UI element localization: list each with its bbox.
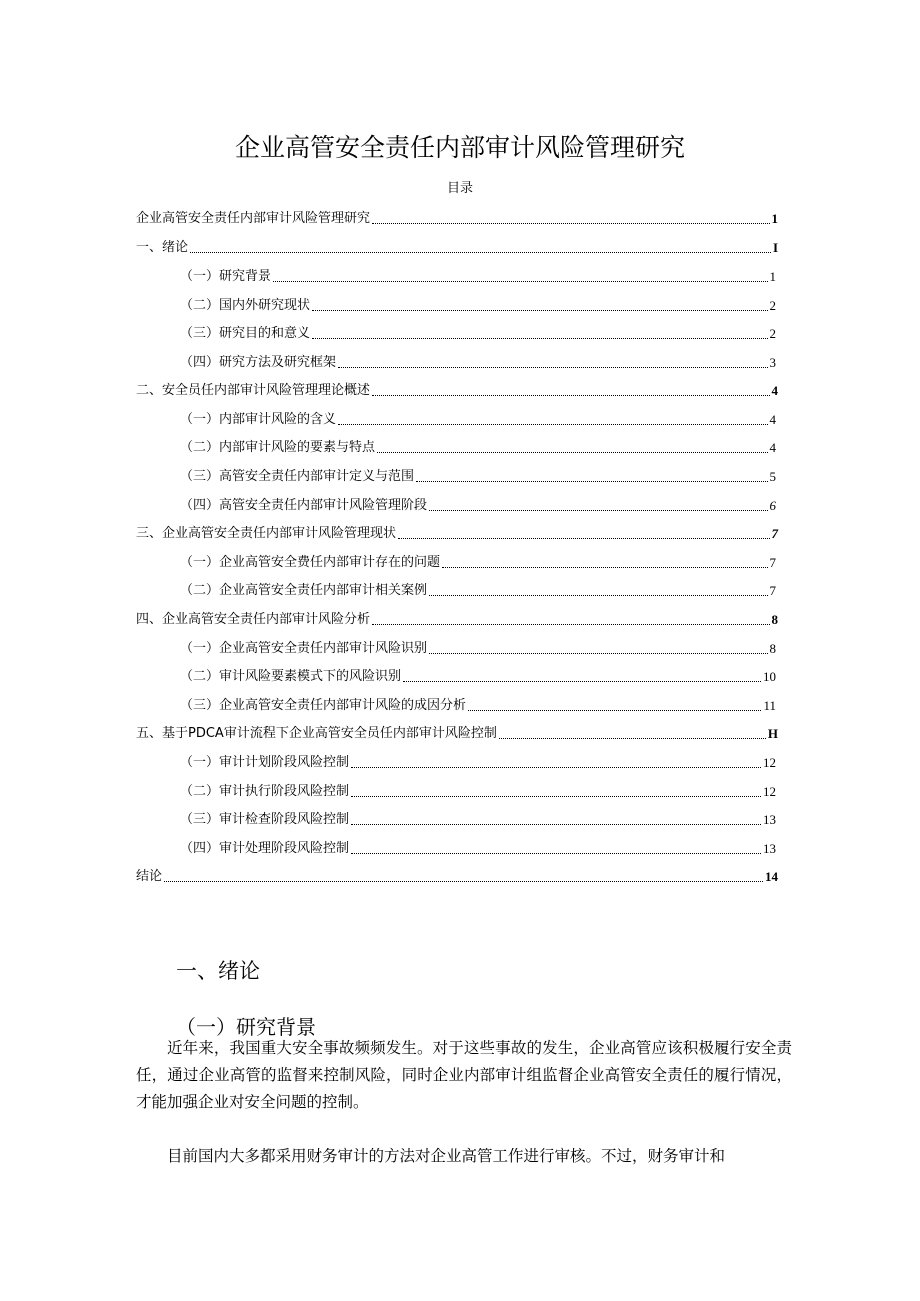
toc-entry[interactable]	[180, 409, 776, 429]
toc-leader-dots	[377, 451, 767, 453]
toc-entry[interactable]	[180, 666, 776, 686]
toc-leader-dots	[468, 709, 761, 711]
toc-leader-dots	[372, 222, 769, 224]
toc-entry[interactable]	[180, 437, 776, 457]
document-title: 企业高管安全责任内部审计风险管理研究	[234, 133, 685, 162]
toc-entry-text: （三）研究目的和意义	[180, 326, 311, 341]
toc-entry-text: （一）企业高管安全费任内部审计存在的问题	[180, 555, 441, 570]
toc-heading: 目录	[446, 181, 473, 196]
toc-entry-text: （一）企业高管安全责任内部审计风险识别	[180, 641, 428, 656]
toc-page-number: 11	[763, 698, 776, 713]
toc-entry-text: （一）研究背景	[180, 269, 272, 284]
toc-entry[interactable]	[180, 695, 776, 715]
toc-entry[interactable]	[180, 781, 776, 801]
toc-entry[interactable]	[136, 723, 778, 743]
toc-entry-text: （三）企业高管安全责任内部审计风险的成因分析	[180, 698, 467, 713]
toc-entry[interactable]	[180, 809, 776, 829]
body-paragraph: 近年来，我国重大安全事故频频发生。对于这些事故的发生，企业高管应该积极履行安全责任，通过企业高管的监督来控制风险，同时企业内部审计组监督企业高管安全责任的履行情况，才能加强企业对安全问题的控制。	[136, 1039, 792, 1111]
toc-entry-text: （一）内部审计风险的含义	[180, 412, 337, 427]
toc-entry[interactable]	[180, 266, 776, 286]
body-paragraph: 目前国内大多都采用财务审计的方法对企业高管工作进行审核。不过，财务审计和	[167, 1147, 726, 1165]
toc-entry-text: 二、安全员任内部审计风险管理理论概述	[136, 383, 371, 398]
toc-entry[interactable]	[180, 638, 776, 658]
toc-leader-dots	[190, 251, 771, 253]
toc-entry[interactable]	[136, 237, 778, 257]
toc-page-number: 7	[769, 555, 776, 570]
subsection-heading: （一）研究背景	[176, 1015, 316, 1039]
toc-leader-dots	[372, 394, 769, 396]
toc-page-number: 3	[769, 355, 776, 370]
toc-entry-text: 一、绪论	[136, 240, 189, 255]
toc-entry-text: （二）内部审计风险的要素与特点	[180, 440, 376, 455]
toc-page-number: 13	[763, 841, 776, 856]
toc-page-number: 1	[769, 269, 776, 284]
toc-entry-text: （二）企业高管安全责任内部审计相关案例	[180, 583, 428, 598]
toc-page-number: 4	[771, 383, 778, 398]
toc-entry-text: （三）审计检查阶段风险控制	[180, 812, 350, 827]
toc-entry[interactable]	[180, 495, 776, 515]
toc-entry-text: （二）国内外研究现状	[180, 298, 311, 313]
toc-leader-dots	[403, 680, 761, 682]
toc-page-number: 4	[769, 440, 776, 455]
toc-page-number: 4	[769, 412, 776, 427]
toc-page-number: 8	[769, 641, 776, 656]
toc-entry[interactable]	[136, 609, 778, 629]
toc-entry-text: （二）审计执行阶段风险控制	[180, 784, 350, 799]
toc-leader-dots	[312, 337, 767, 339]
toc-entry[interactable]	[180, 580, 776, 600]
toc-leader-dots	[351, 823, 761, 825]
toc-entry[interactable]	[136, 208, 778, 228]
toc-page-number: 7	[771, 526, 778, 541]
toc-entry-text: 企业高管安全责任内部审计风险管理研究	[136, 211, 371, 226]
toc-leader-dots	[416, 480, 767, 482]
toc-entry-text: 四、企业高管安全责任内部审计风险分析	[136, 612, 371, 627]
section-heading: 一、绪论	[176, 959, 260, 983]
toc-entry-text: 三、企业高管安全责任内部审计风险管理现状	[136, 526, 397, 541]
toc-entry[interactable]	[180, 752, 776, 772]
toc-entry[interactable]	[180, 838, 776, 858]
toc-entry[interactable]	[180, 552, 776, 572]
toc-page-number: 6	[769, 498, 776, 513]
toc-entry[interactable]	[136, 866, 778, 886]
toc-leader-dots	[372, 623, 769, 625]
toc-leader-dots	[351, 766, 761, 768]
toc-entry-text: （四）审计处理阶段风险控制	[180, 841, 350, 856]
toc-page-number: 1	[771, 211, 778, 226]
toc-entry-text: 结论	[136, 869, 163, 884]
toc-page-number: 2	[769, 326, 776, 341]
toc-page-number: 5	[769, 469, 776, 484]
toc-leader-dots	[338, 366, 767, 368]
toc-leader-dots	[273, 280, 767, 282]
toc-page-number: 2	[769, 298, 776, 313]
toc-leader-dots	[351, 852, 761, 854]
toc-entry[interactable]	[136, 523, 778, 543]
toc-entry[interactable]	[180, 466, 776, 486]
toc-page-number: 12	[763, 755, 776, 770]
toc-leader-dots	[429, 594, 767, 596]
toc-entry[interactable]	[136, 380, 778, 400]
toc-entry-text: （四）研究方法及研究框架	[180, 355, 337, 370]
toc-leader-dots	[429, 509, 767, 511]
toc-page-number: 7	[769, 583, 776, 598]
toc-page-number: 14	[765, 869, 778, 884]
toc-leader-dots	[429, 652, 767, 654]
toc-leader-dots	[351, 795, 761, 797]
toc-page-number: H	[767, 726, 778, 741]
toc-leader-dots	[164, 880, 763, 882]
toc-page-number: 12	[763, 784, 776, 799]
toc-page-number: 8	[771, 612, 778, 627]
toc-page-number: 13	[763, 812, 776, 827]
toc-entry-text: （四）高管安全责任内部审计风险管理阶段	[180, 498, 428, 513]
toc-leader-dots	[499, 737, 766, 739]
toc-entry-text: （一）审计计划阶段风险控制	[180, 755, 350, 770]
toc-leader-dots	[312, 309, 767, 311]
toc-leader-dots	[398, 537, 769, 539]
toc-page-number: I	[772, 240, 778, 255]
toc-entry[interactable]	[180, 295, 776, 315]
toc-page-number: 10	[763, 669, 776, 684]
toc-leader-dots	[338, 423, 767, 425]
toc-entry[interactable]	[180, 352, 776, 372]
toc-entry-text: （二）审计风险要素模式下的风险识别	[180, 669, 402, 684]
toc-entry[interactable]	[180, 323, 776, 343]
toc-leader-dots	[442, 566, 767, 568]
toc-entry-text: （三）高管安全责任内部审计定义与范围	[180, 469, 415, 484]
toc-entry-text: 五、基于PDCA审计流程下企业高管安全员任内部审计风险控制	[136, 726, 497, 741]
